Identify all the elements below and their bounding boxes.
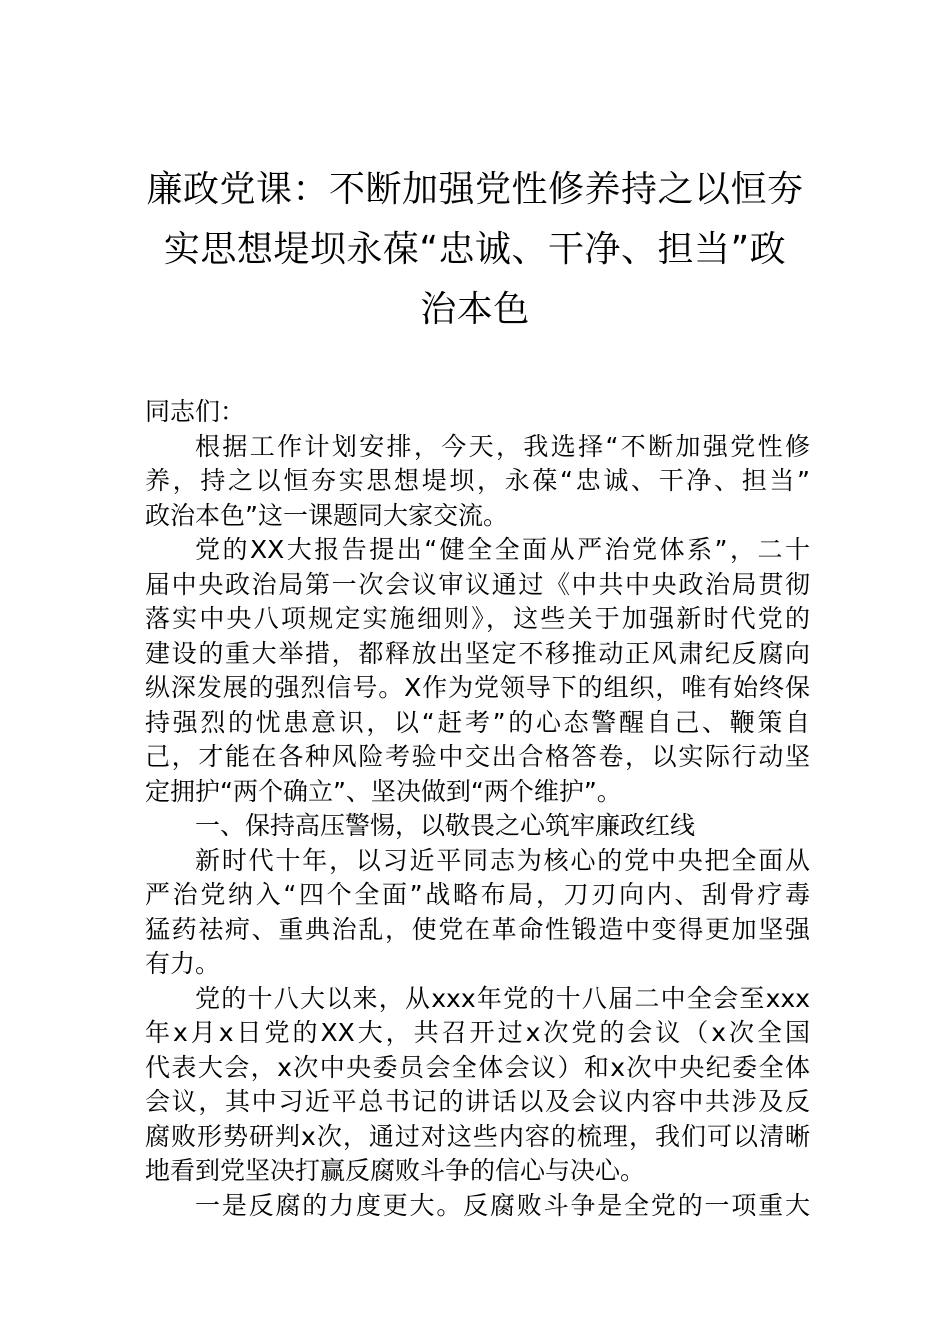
title-line-1: 廉政党课：不断加强党性修养持之以恒夯: [146, 169, 804, 210]
paragraph-line: 一是反腐的力度更大。反腐败斗争是全党的一项重大: [195, 1190, 810, 1220]
salutation: [145, 395, 810, 430]
paragraph-line: 党的XX大报告提出“健全全面从严治党体系”，二十: [195, 535, 810, 564]
paragraph-line: 根据工作计划安排，今天，我选择“不断加强党性修: [195, 431, 810, 461]
paragraph-line: 腐败形势研判x次，通过对这些内容的梳理，我们可以清晰: [145, 1121, 810, 1151]
paragraph-line: 政治本色”这一课题同大家交流。: [145, 500, 508, 530]
paragraph-line: 地看到党坚决打赢反腐败斗争的信心与决心。: [145, 1156, 646, 1185]
paragraph-line: 严治党纳入“四个全面”战略布局，刀刃向内、刮骨疗毒: [145, 880, 810, 909]
paragraph-line: 持强烈的忧患意识，以“赶考”的心态警醒自己、鞭策自: [145, 707, 810, 737]
paragraph-line: 有力。: [145, 949, 221, 978]
paragraph-line: 建设的重大举措，都释放出坚定不移推动正风肃纪反腐向: [145, 638, 810, 668]
paragraph-line: 落实中央八项规定实施细则》，这些关于加强新时代党的: [145, 604, 810, 633]
paragraph-2: [145, 533, 810, 809]
paragraph-line: 养，持之以恒夯实思想堤坝，永葆“忠诚、干净、担当”: [145, 466, 810, 495]
paragraph-4: [145, 982, 810, 1189]
paragraph-line: 定拥护“两个确立”、坚决做到“两个维护”。: [145, 776, 622, 806]
paragraph-line: 会议，其中习近平总书记的讲话以及会议内容中共涉及反: [145, 1087, 810, 1116]
paragraph-5: [145, 1189, 810, 1224]
paragraph-line: 党的十八大以来，从xxx年党的十八届二中全会至xxx: [195, 983, 810, 1013]
document-body: [145, 395, 810, 1223]
paragraph-1: [145, 430, 810, 534]
salutation-text: 同志们：: [145, 397, 246, 426]
paragraph-line: 纵深发展的强烈信号。X作为党领导下的组织，唯有始终保: [145, 673, 810, 702]
paragraph-line: 届中央政治局第一次会议审议通过《中共中央政治局贯彻: [145, 569, 810, 599]
paragraph-line: 猛药祛疴、重典治乱，使党在革命性锻造中变得更加坚强: [145, 914, 810, 944]
paragraph-line: 代表大会，x次中央委员会全体会议）和x次中央纪委全体: [145, 1052, 810, 1082]
paragraph-line: 新时代十年，以习近平同志为核心的党中央把全面从: [195, 845, 810, 875]
paragraph-line: 年x月x日党的XX大，共召开过x次党的会议（x次全国: [145, 1018, 810, 1047]
paragraph-3: [145, 844, 810, 982]
title-line-2: 实思想堤坝永葆“忠诚、干净、担当”政: [163, 229, 787, 270]
title-line-3: 治本色: [420, 289, 530, 330]
paragraph-line: 己，才能在各种风险考验中交出合格答卷，以实际行动坚: [145, 742, 810, 771]
section-heading-text: 一、保持高压警惕，以敬畏之心筑牢廉政红线: [195, 811, 696, 840]
section-heading-1: [145, 809, 810, 844]
document-title: [140, 160, 810, 340]
